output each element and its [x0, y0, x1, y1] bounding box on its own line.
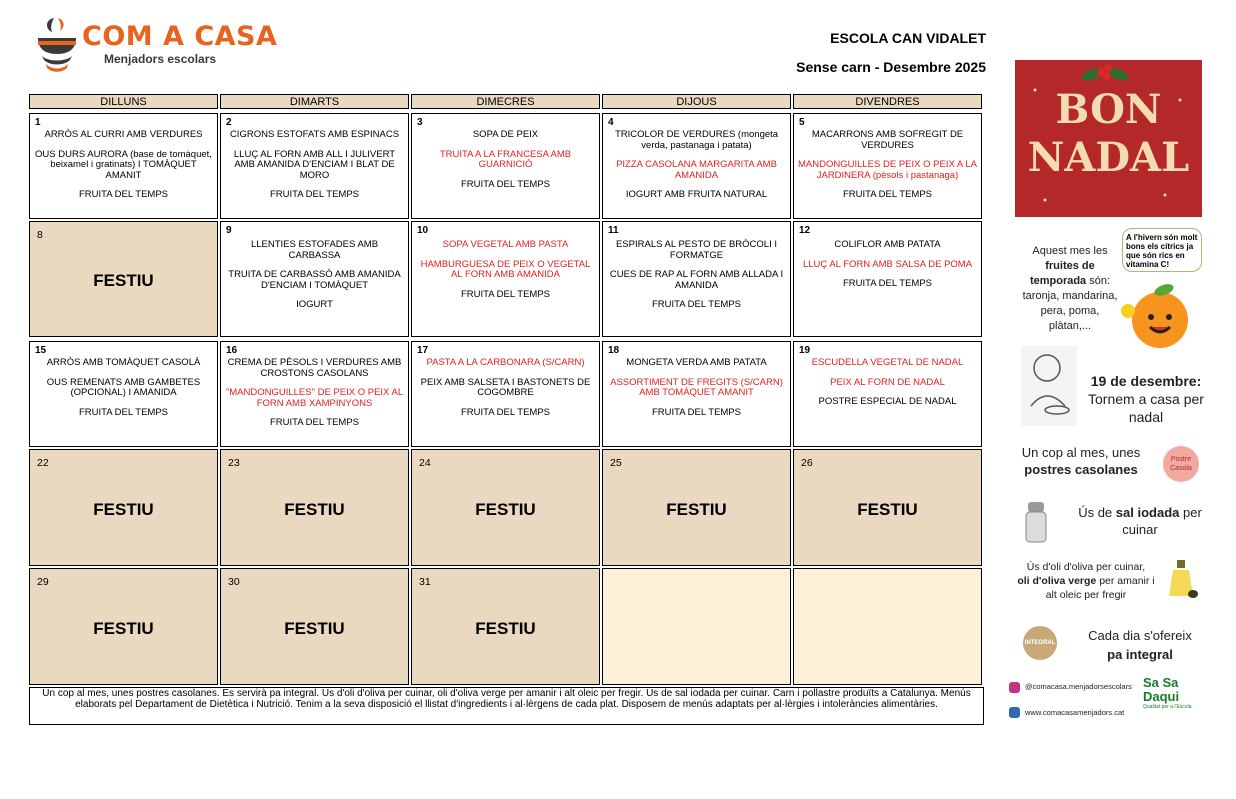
dish-list [607, 130, 786, 210]
dish-item: LLUÇ AL FORN AMB SALSA DE POMA [802, 258, 973, 270]
day-cell-15 [29, 341, 218, 447]
dish-item: LLENTIES ESTOFADES AMB CARBASSA [250, 239, 379, 261]
olive-oil-icon [1165, 560, 1199, 600]
dish-item: PEIX AMB SALSETA I BASTONETS DE COGOMBRE [420, 376, 591, 398]
oli-note: Ús d'oli d'oliva per cuinar, oli d'oliva verge per amanir i alt oleic per fregir [1017, 561, 1155, 601]
dessert-item: POSTRE ESPECIAL DE NADAL [818, 396, 957, 407]
day-cell-19 [793, 341, 982, 447]
dish-list [798, 130, 977, 210]
dish-item: ARRÒS AL CURRI AMB VERDURES [44, 129, 203, 140]
day-number: 2 [226, 117, 232, 128]
dish-list [798, 240, 977, 299]
dish-item: OUS DURS AURORA (base de tomàquet, beixamel i gratinats) I TOMÀQUET AMANIT [35, 148, 212, 181]
dish-list [34, 358, 213, 427]
dish-item: CREMA DE PÈSOLS I VERDURES AMB CROSTONS CASOLANS [227, 357, 402, 379]
instagram-icon [1009, 682, 1020, 693]
holiday-label: FESTIU [475, 618, 536, 638]
day-header-divendres: DIVENDRES [793, 94, 982, 109]
day-number: 23 [228, 457, 240, 469]
day-number: 8 [37, 229, 43, 241]
dessert-item: FRUITA DEL TEMPS [269, 417, 360, 428]
dish-item: SOPA DE PEIX [472, 129, 539, 140]
dish-list [34, 130, 213, 210]
dish-item: PASTA A LA CARBONARA (S/CARN) [426, 357, 585, 368]
dish-list [225, 240, 404, 320]
day-number: 31 [419, 576, 431, 588]
dish-item: TRUITA A LA FRANCESA AMB GUARNICIÓ [439, 148, 572, 170]
menu-title: Sense carn - Desembre 2025 [796, 59, 986, 75]
day-cell-24 [411, 449, 600, 566]
dish-item: COLIFLOR AMB PATATA [834, 239, 941, 250]
dessert-item: IOGURT AMB FRUITA NATURAL [625, 189, 768, 200]
dish-item: SOPA VEGETAL AMB PASTA [442, 239, 569, 250]
empty-day-cell [793, 568, 982, 685]
dessert-item: FRUITA DEL TEMPS [78, 406, 169, 418]
dish-item: ASSORTIMENT DE FREGITS (S/CARN) AMB TOMÀQUET AMANIT [610, 376, 783, 398]
day-cell-9 [220, 221, 409, 337]
dish-list [607, 240, 786, 320]
dish-item: OUS REMENATS AMB GAMBETES (OPCIONAL) I AMANIDA [46, 376, 201, 398]
dish-list [798, 358, 977, 417]
holiday-label: FESTIU [857, 499, 918, 519]
dish-list [225, 130, 404, 210]
holiday-label: FESTIU [284, 499, 345, 519]
holiday-label: FESTIU [666, 499, 727, 519]
day-number: 30 [228, 576, 240, 588]
day-cell-29 [29, 568, 218, 685]
dish-item: "MANDONGUILLES" DE PEIX O PEIX AL FORN AMB XAMPINYONS [225, 387, 404, 409]
website-link[interactable]: www.comacasamenjadors.cat [1025, 708, 1125, 717]
day-cell-5 [793, 113, 982, 219]
dish-item: MACARRONS AMB SOFREGIT DE VERDURES [811, 129, 964, 151]
day-number: 29 [37, 576, 49, 588]
day-number: 19 [799, 345, 811, 356]
speech-bubble: A l'hivern són molt bons els cítrics ja que són rics en vitamina C! [1122, 228, 1202, 272]
integral-badge: INTEGRAL [1023, 626, 1057, 660]
day-number: 16 [226, 345, 238, 356]
day-cell-17 [411, 341, 600, 447]
day-cell-31 [411, 568, 600, 685]
holiday-label: FESTIU [93, 499, 154, 519]
dessert-item: FRUITA DEL TEMPS [460, 288, 551, 300]
dish-item: LLUÇ AL FORN AMB ALL I JULIVERT AMB AMANIDA D'ENCIAM I BLAT DE MORO [233, 148, 396, 181]
day-cell-16 [220, 341, 409, 447]
day-cell-10 [411, 221, 600, 337]
dessert-item: FRUITA DEL TEMPS [651, 299, 742, 310]
dish-item: ESPIRALS AL PESTO DE BRÒCOLI I FORMATGE [615, 239, 778, 261]
day-header-dilluns: DILLUNS [29, 94, 218, 109]
day-cell-22 [29, 449, 218, 566]
day-number: 26 [801, 457, 813, 469]
holiday-label: FESTIU [93, 618, 154, 638]
postres-note: Un cop al mes, unes postres casolanes [1021, 445, 1141, 477]
day-number: 11 [608, 225, 619, 236]
day-number: 17 [417, 345, 429, 356]
christmas-banner [1015, 60, 1202, 217]
day-number: 4 [608, 117, 614, 128]
day-cell-11 [602, 221, 791, 337]
brand-subtitle: Menjadors escolars [104, 52, 217, 66]
dish-list [416, 240, 595, 309]
day-header-dimarts: DIMARTS [220, 94, 409, 109]
pa-note: Cada dia s'ofereix pa integral [1088, 628, 1192, 662]
banner-line-1: BON [1055, 86, 1162, 133]
day-cell-4 [602, 113, 791, 219]
day-number: 25 [610, 457, 622, 469]
dish-item: ESCUDELLA VEGETAL DE NADAL [811, 357, 964, 368]
day-cell-3 [411, 113, 600, 219]
dish-item: HAMBURGUESA DE PEIX O VEGETAL AL FORN AMB AMANIDA [420, 258, 591, 280]
dish-item: TRICOLOR DE VERDURES (mongeta verda, pastanaga i patata) [614, 129, 779, 151]
bowl-icon [34, 16, 80, 74]
dessert-item: FRUITA DEL TEMPS [842, 189, 933, 200]
web-icon [1009, 707, 1020, 718]
day-cell-12 [793, 221, 982, 337]
day-cell-26 [793, 449, 982, 566]
brand-logo [34, 16, 278, 76]
instagram-handle[interactable]: @comacasa.menjadorsescolars [1025, 682, 1132, 691]
day-number: 3 [417, 117, 423, 128]
day-header-dijous: DIJOUS [602, 94, 791, 109]
holiday-label: FESTIU [475, 499, 536, 519]
holiday-label: FESTIU [93, 271, 154, 290]
dish-item: TRUITA DE CARBASSÓ AMB AMANIDA D'ENCIAM I TOMÀQUET [228, 269, 401, 291]
dessert-item: FRUITA DEL TEMPS [460, 178, 551, 190]
dish-list [416, 358, 595, 427]
day-number: 24 [419, 457, 431, 469]
day-number: 10 [417, 225, 429, 236]
dish-item: CIGRONS ESTOFATS AMB ESPINACS [229, 129, 400, 140]
holiday-label: FESTIU [284, 618, 345, 638]
sal-note: Ús de sal iodada per cuinar [1078, 505, 1202, 537]
fruit-tip: Aquest mes les fruites de temporada són: taronja, mandarina, pera, poma, plàtan,... [1022, 245, 1118, 332]
dish-list [416, 130, 595, 199]
dish-item: PEIX AL FORN DE NADAL [830, 376, 945, 388]
day-cell-1 [29, 113, 218, 219]
banner-line-2: NADAL [1027, 134, 1190, 181]
dish-item: PIZZA CASOLANA MARGARITA AMB AMANIDA [616, 159, 777, 181]
orange-icon [1120, 275, 1200, 355]
day-number: 12 [799, 225, 811, 236]
footer-note: Un cop al mes, unes postres casolanes. Es servirà pa integral. Us d'oli d'oliva per cuinar, oli d'oliva verge per amanir i alt oleic per fregir. Us de sal iodada per cuinar. Carn i pollastre produïts a Catalunya. Menús elaborats pel Departament de Dietètica i Nutrició. Tenim a la seva disposició el llistat d'ingredients i al·lèrgens de cada plat. Disposem de menús adaptats per al·lèrgies i intoleràncies alimentàries. [29, 687, 984, 725]
day-header-dimecres: DIMECRES [411, 94, 600, 109]
day-number: 18 [608, 345, 620, 356]
kid-eating-icon [1021, 346, 1077, 426]
salt-shaker-icon [1023, 502, 1049, 544]
partner-logo: Sa Sa Daqui Qualitat per a l'Escola [1143, 675, 1192, 710]
dessert-item: FRUITA DEL TEMPS [651, 406, 742, 418]
dish-item: MANDONGUILLES DE PEIX O PEIX A LA JARDINERA (pèsols i pastanaga) [798, 159, 977, 181]
day-number: 5 [799, 117, 805, 128]
dish-item: MONGETA VERDA AMB PATATA [626, 357, 767, 368]
dish-list [607, 358, 786, 427]
dessert-item: FRUITA DEL TEMPS [78, 189, 169, 200]
day-number: 15 [35, 345, 47, 356]
postres-badge: Postre Casola [1163, 446, 1199, 482]
dessert-item: FRUITA DEL TEMPS [269, 189, 360, 200]
day-number: 22 [37, 457, 49, 469]
school-name: ESCOLA CAN VIDALET [830, 30, 986, 46]
dec19-note: 19 de desembre: Tornem a casa per nadal [1088, 373, 1204, 425]
dessert-item: FRUITA DEL TEMPS [460, 406, 551, 418]
day-cell-18 [602, 341, 791, 447]
empty-day-cell [602, 568, 791, 685]
day-cell-23 [220, 449, 409, 566]
day-cell-30 [220, 568, 409, 685]
day-cell-8 [29, 221, 218, 337]
dessert-item: FRUITA DEL TEMPS [842, 278, 933, 289]
dessert-item: IOGURT [296, 299, 333, 310]
day-cell-25 [602, 449, 791, 566]
dish-item: ARRÒS AMB TOMÀQUET CASOLÀ [46, 357, 201, 368]
dish-list [225, 358, 404, 438]
day-number: 9 [226, 225, 232, 236]
day-cell-2 [220, 113, 409, 219]
dish-item: CUES DE RAP AL FORN AMB ALLADA I AMANIDA [609, 269, 784, 291]
brand-name: COM A CASA [82, 21, 278, 52]
day-number: 1 [35, 117, 41, 128]
